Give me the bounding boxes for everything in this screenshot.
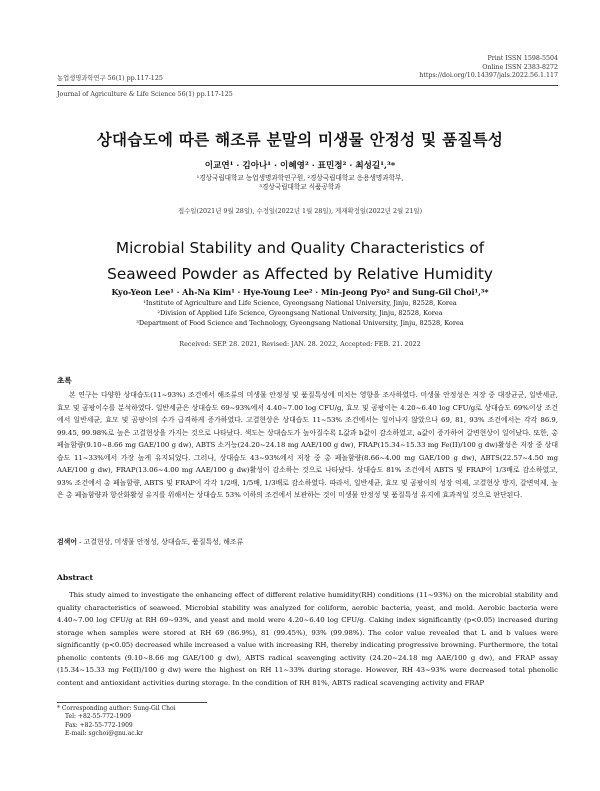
doi-link[interactable]: https://doi.org/10.14397/jals.2022.56.1.117 [419, 72, 558, 80]
received-dates-ko: 접수일(2021년 9월 28일), 수정일(2022년 1월 28일), 게재확정일(2022년 2월 21일) [177, 207, 423, 215]
received-dates-en: Received: SEP. 28. 2021, Revised: JAN. 28. 2022, Accepted: FEB. 21. 2022 [179, 340, 421, 348]
header-rule [57, 85, 558, 86]
abstract-ko-body [57, 389, 558, 502]
keywords-ko [57, 536, 558, 546]
affiliations-en [0, 298, 600, 328]
corresponding-tel: Tel: +82-55-772-1909 [65, 713, 132, 721]
affiliation-en-line: ²Division of Applied Life Science, Gyeongsang National University, Jinju, 82528, Korea [157, 309, 443, 317]
corresponding-email[interactable]: E-mail: sgchoi@gnu.ac.kr [65, 730, 144, 738]
journal-name-ko: 농업생명과학연구 56(1) pp.117-125 [57, 75, 163, 82]
abstract-en-text: This study aimed to investigate the enhancing effect of different relative humidity(RH) conditions (11~93%) on the microbial stability and quality characteristics of seaweed. Microbial stability was analyzed for coliform, aerobic bacteria, yeast, and mold. Aerobic bacteria were 4.40~7.00 log CFU/g at RH 69~93%, and yeast and mold were 4.20~6.40 log CFU/g. Caking index significantly (p<0.05) increased during storage when samples were stored at RH 69 (86.9%), 81 (99.45%), 93% (99.98%). The color value revealed that L and b values were significantly (p<0.05) decreased while increased a value with increasing RH, thereby indicating progressive browning. Furthermore, the total phenolic contents (9.10~8.66 mg GAE/100 g dw), ABTS radical scavenging activity (24.20~24.18 mg AAE/100 g dw), and FRAP assay (15.34~15.33 mg Fe(II)/100 g dw) were the highest on RH 11~33% during storage. However, RH 43~93% were decreased total phenolic content and antioxidant activities during storage. In the condition of RH 81%, ABTS radical scavenging activity and FRAP [57, 591, 558, 687]
abstract-en-body [57, 589, 558, 689]
affiliation-ko-line: ¹경상국립대학교 농업생명과학연구원, ²경상국립대학교 응용생명과학부, [196, 174, 404, 182]
journal-name-en: Journal of Agriculture & Life Science 56(1) pp.117-125 [57, 91, 233, 98]
online-issn: Online ISSN 2383-8272 [482, 63, 558, 71]
corresponding-author: * Corresponding author: Sung-Gil Choi [57, 705, 176, 712]
abstract-en-heading: Abstract [57, 573, 94, 582]
keywords-ko-label: 검색어 [57, 538, 77, 546]
affiliations-ko [0, 174, 600, 193]
authors-ko: 이교연¹ · 김아나¹ · 이혜영² · 표민정² · 최성길¹,³* [204, 161, 396, 171]
title-en: Microbial Stability and Quality Characteristics of Seaweed Powder as Affected by Relative Humidity [107, 239, 493, 283]
footnote-corresponding [57, 705, 176, 739]
footnote-rule [57, 702, 207, 703]
issn-block [419, 55, 558, 81]
abstract-ko-text: 본 연구는 다양한 상대습도(11~93%) 조건에서 해조류의 미생물 안정성 및 품질특성에 미치는 영향을 조사하였다. 미생물 안정성은 저장 중 대장균군, 일반세균, 효모 및 곰팡이수를 분석하였다. 일반세균은 상대습도 69~93%에서 4.40~7.00 log CFU/g, 효모 및 곰팡이는 4.20~6.40 log CFU/g로 상대습도 69%이상 조건에서 일반세균, 효모 및 곰팡이의 수가 급격하게 증가하였다. 고결현상은 상대습도 11~53% 조건에서는 일어나지 않았으나 69, 81, 93% 조건에서는 각각 86.9, 99.45, 99.98%로 높은 고결현상을 가지는 것으로 나타났다. 색도는 상대습도가 높아질수록 L값과 b값이 감소하였고, a값이 증가하여 갈변현상이 일어났다. 또한, 총 페놀함량(9.10~8.66 mg GAE/100 g dw), ABTS 소거능(24.20~24.18 mg AAE/100 g dw), FRAP(15.34~15.33 mg Fe(II)/100 g dw)활성은 저장 중 상대습도 11~33%에서 가장 높게 유지되었다. 그러나, 상대습도 43~93%에서 저장 중 총 페놀함량(8.66~4.00 mg GAE/100 g dw), ABTS(22.57~4.50 mg AAE/100 g dw), FRAP(13.06~4.00 mg AAE/100 g dw)활성이 감소하는 것으로 나타났다. 상대습도 81% 조건에서 ABTS 및 FRAP이 1/3배로 감소하였고, 93% 조건에서 총 페놀함량, ABTS 및 FRAP이 각각 1/2배, 1/5배, 1/3배로 감소하였다. 따라서, 일반세균, 효모 및 곰팡이의 성장 억제, 고결현상 방지, 갈변억제, 높은 총 페놀함량과 항산화활성 유지를 위해서는 상대습도 53% 이하의 조건에서 보관하는 것이 미생물 안정성 및 품질특성 유지에 효과적일 것으로 판단된다. [57, 391, 558, 500]
abstract-ko-heading: 초록 [57, 376, 72, 385]
corresponding-fax: Fax: +82-55-772-1909 [65, 721, 133, 729]
title-ko: 상대습도에 따른 해조류 분말의 미생물 안정성 및 품질특성 [96, 130, 504, 149]
keywords-ko-text: - 고결현상, 미생물 안정성, 상대습도, 품질특성, 해조류 [76, 538, 244, 546]
affiliation-ko-line: ³경상국립대학교 식품공학과 [259, 183, 341, 192]
authors-en: Kyo-Yeon Lee¹ · Ah-Na Kim¹ · Hye-Young Lee² · Min-Jeong Pyo² and Sung-Gil Choi¹,³* [111, 287, 489, 297]
affiliation-en-line: ³Department of Food Science and Technology, Gyeongsang National University, Jinju, 82528, Korea [136, 319, 464, 327]
print-issn: Print ISSN 1598-5504 [487, 55, 558, 62]
affiliation-en-line: ¹Institute of Agriculture and Life Science, Gyeongsang National University, Jinju, 82528, Korea [143, 299, 457, 307]
